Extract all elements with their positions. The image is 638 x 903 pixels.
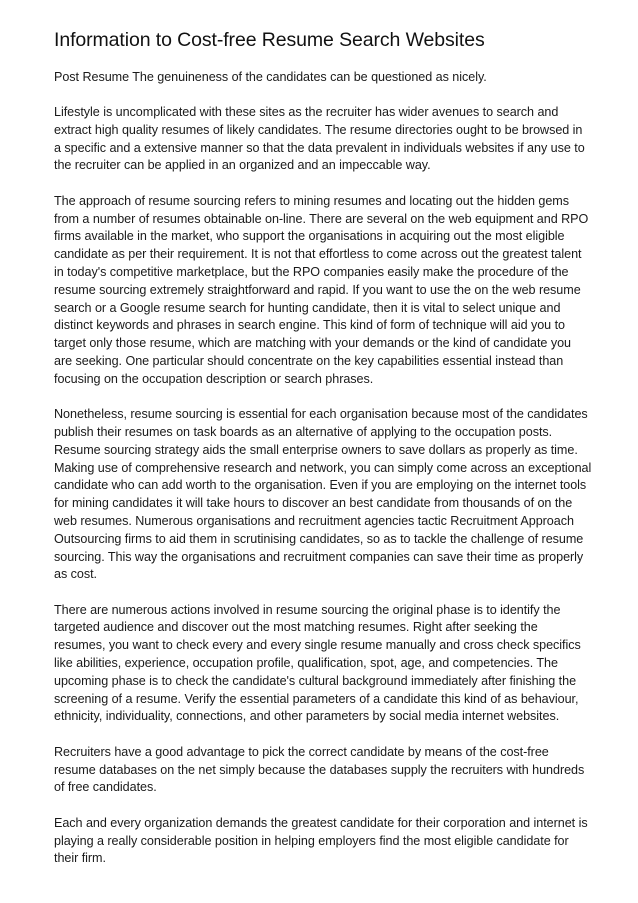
paragraph-1: Post Resume The genuineness of the candidates can be questioned as nicely.: [54, 70, 487, 84]
page-title: Information to Cost-free Resume Search Websites: [54, 29, 485, 51]
paragraph-7: Each and every organization demands the greatest candidate for their corporation and internet is playing a really considerable position in helping employers find the most eligible candidate for their firm.: [54, 815, 588, 866]
document-page: [54, 28, 592, 886]
paragraph-4: Nonetheless, resume sourcing is essential for each organisation because most of the candidates publish their resumes on task boards as an alternative of applying to the occupation posts. Resume sourcing strategy aids the small enterprise owners to save dollars as properly as time. Making use of comprehensive research and network, you can simply come across an exceptional candidate who can add worth to the organisation. Even if you are employing on the internet tools for mining candidates it will take hours to discover an best candidate from thousands of on the web resumes. Numerous organisations and recruitment agencies tactic Recruitment Approach Outsourcing firms to aid them in scrutinising candidates, so as to tackle the challenge of resume sourcing. This way the organisations and recruitment companies can save their time as properly as cost.: [54, 407, 592, 582]
paragraph-3: The approach of resume sourcing refers to mining resumes and locating out the hidden gems from a number of resumes obtainable on-line. There are several on the web equipment and RPO firms available in the market, who support the organisations in acquiring out the most eligible candidate as per their requirement. It is not that effortless to come across out the greatest talent in today's competitive marketplace, but the RPO companies easily make the procedure of the resume sourcing extremely straightforward and rapid. If you want to use the on the web resume search or a Google resume search for hunting candidate, then it is vital to select unique and distinct keywords and phrases in search engine. This kind of form of technique will aid you to target only those resume, which are matching with your demands or the kind of candidate you are seeking. One particular should concentrate on the key capabilities essential instead than focusing on the occupation description or search phrases.: [54, 193, 589, 386]
paragraph-6: Recruiters have a good advantage to pick the correct candidate by means of the cost-free resume databases on the net simply because the databases supply the recruiters with hundreds of free candidates.: [54, 744, 585, 795]
paragraph-2: Lifestyle is uncomplicated with these sites as the recruiter has wider avenues to search and extract high quality resumes of likely candidates. The resume directories ought to be browsed in a specific and a extensive manner so that the data prevalent in individuals websites if any use to the recruiter can be applied in an organized and an impeccable way.: [54, 104, 585, 173]
paragraph-5: There are numerous actions involved in resume sourcing the original phase is to identify the targeted audience and discover out the most matching resumes. Right after seeking the resumes, you want to check every and every single resume manually and cross check specifics like abilities, experience, occupation profile, qualification, spot, age, and competencies. The upcoming phase is to check the candidate's cultural background immediately after finishing the screening of a resume. Verify the essential parameters of a candidate this kind of as behaviour, ethnicity, individuality, connections, and other parameters by social media internet websites.: [54, 602, 581, 724]
